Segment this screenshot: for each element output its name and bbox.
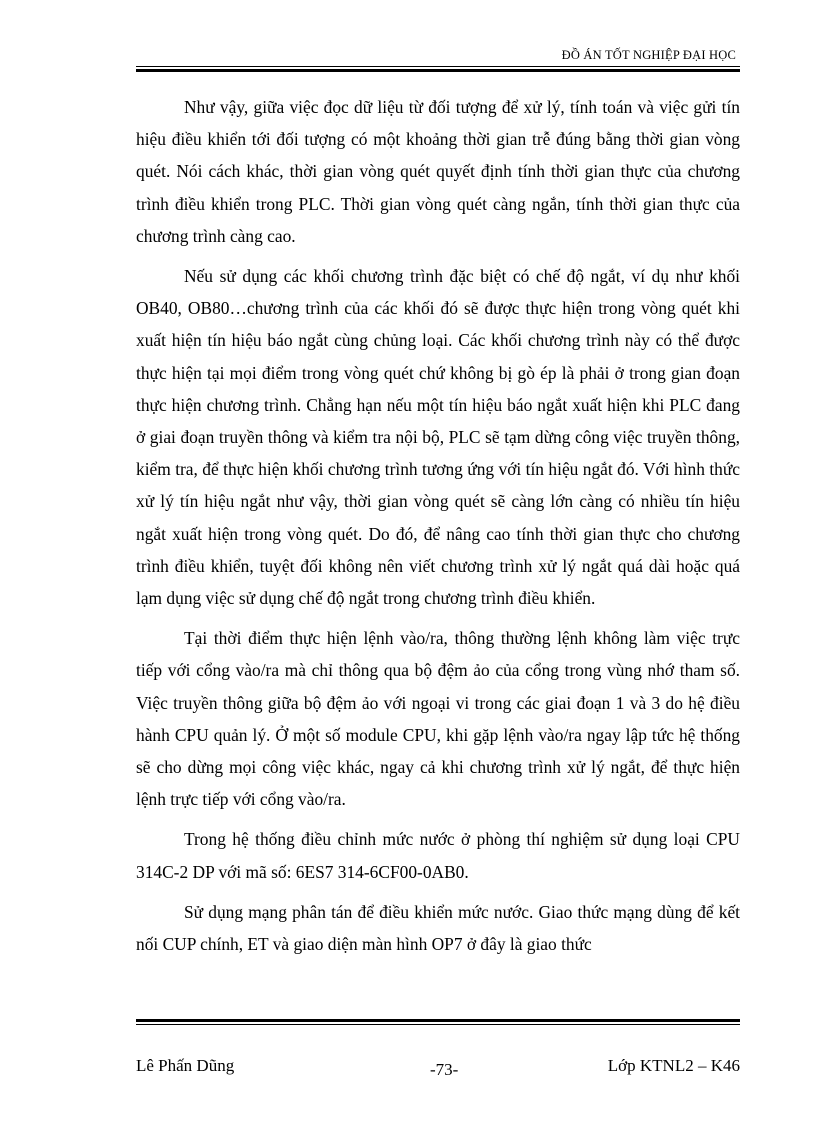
body-text bbox=[136, 91, 740, 968]
paragraph-io-instructions: Tại thời điểm thực hiện lệnh vào/ra, thông thường lệnh không làm việc trực tiếp với cổng vào/ra mà chỉ thông qua bộ đệm ảo của cổng trong vùng nhớ tham số. Việc truyền thông giữa bộ đệm ảo với ngoại vi trong các giai đoạn 1 và 3 do hệ điều hành CPU quản lý. Ở một số module CPU, khi gặp lệnh vào/ra ngay lập tức hệ thống sẽ cho dừng mọi công việc khác, ngay cả khi chương trình xử lý ngắt, để thực hiện lệnh trực tiếp với cổng vào/ra. bbox=[136, 628, 740, 810]
footer-rule-thick bbox=[136, 1019, 740, 1022]
header-title: ĐỒ ÁN TỐT NGHIỆP ĐẠI HỌC bbox=[561, 48, 736, 62]
paragraph-interrupt-blocks: Nếu sử dụng các khối chương trình đặc biệt có chế độ ngắt, ví dụ như khối OB40, OB80…chương trình của các khối đó sẽ được thực hiện trong vòng quét khi xuất hiện tín hiệu báo ngắt cùng chủng loại. Các khối chương trình này có thể được thực hiện tại mọi điểm trong vòng quét chứ không bị gò ép là phải ở trong gian đoạn thực hiện chương trình. Chẳng hạn nếu một tín hiệu báo ngắt xuất hiện khi PLC đang ở giai đoạn truyền thông và kiểm tra nội bộ, PLC sẽ tạm dừng công việc truyền thông, kiểm tra, để thực hiện khối chương trình tương ứng với tín hiệu ngắt đó. Với hình thức xử lý tín hiệu ngắt như vậy, thời gian vòng quét sẽ càng lớn càng có nhiều tín hiệu ngắt xuất hiện trong vòng quét. Do đó, để nâng cao tính thời gian thực cho chương trình điều khiển, tuyệt đối không nên viết chương trình xử lý ngắt quá dài hoặc quá lạm dụng việc sử dụng chế độ ngắt trong chương trình điều khiển. bbox=[136, 266, 740, 609]
footer-author: Lê Phấn Dũng bbox=[136, 1056, 235, 1075]
footer-class: Lớp KTNL2 – K46 bbox=[607, 1056, 740, 1075]
paragraph-cpu-model: Trong hệ thống điều chỉnh mức nước ở phòng thí nghiệm sử dụng loại CPU 314C-2 DP với mã số: 6ES7 314-6CF00-0AB0. bbox=[136, 829, 740, 882]
page-number: -73- bbox=[430, 1060, 459, 1079]
footer-rule-thin bbox=[136, 1024, 740, 1025]
paragraph-scan-time: Như vậy, giữa việc đọc dữ liệu từ đối tượng để xử lý, tính toán và việc gửi tín hiệu điều khiển tới đối tượng có một khoảng thời gian trễ đúng bằng thời gian vòng quét. Nói cách khác, thời gian vòng quét quyết định tính thời gian thực của chương trình điều khiển trong PLC. Thời gian vòng quét càng ngắn, tính thời gian thực của chương trình càng cao. bbox=[136, 97, 740, 246]
header-rule-thin bbox=[136, 66, 740, 67]
paragraph-network: Sử dụng mạng phân tán để điều khiển mức nước. Giao thức mạng dùng để kết nối CUP chính, ET và giao diện màn hình OP7 ở đây là giao thức bbox=[136, 901, 740, 955]
header-rule-thick bbox=[136, 69, 740, 72]
footer bbox=[136, 1056, 740, 1080]
